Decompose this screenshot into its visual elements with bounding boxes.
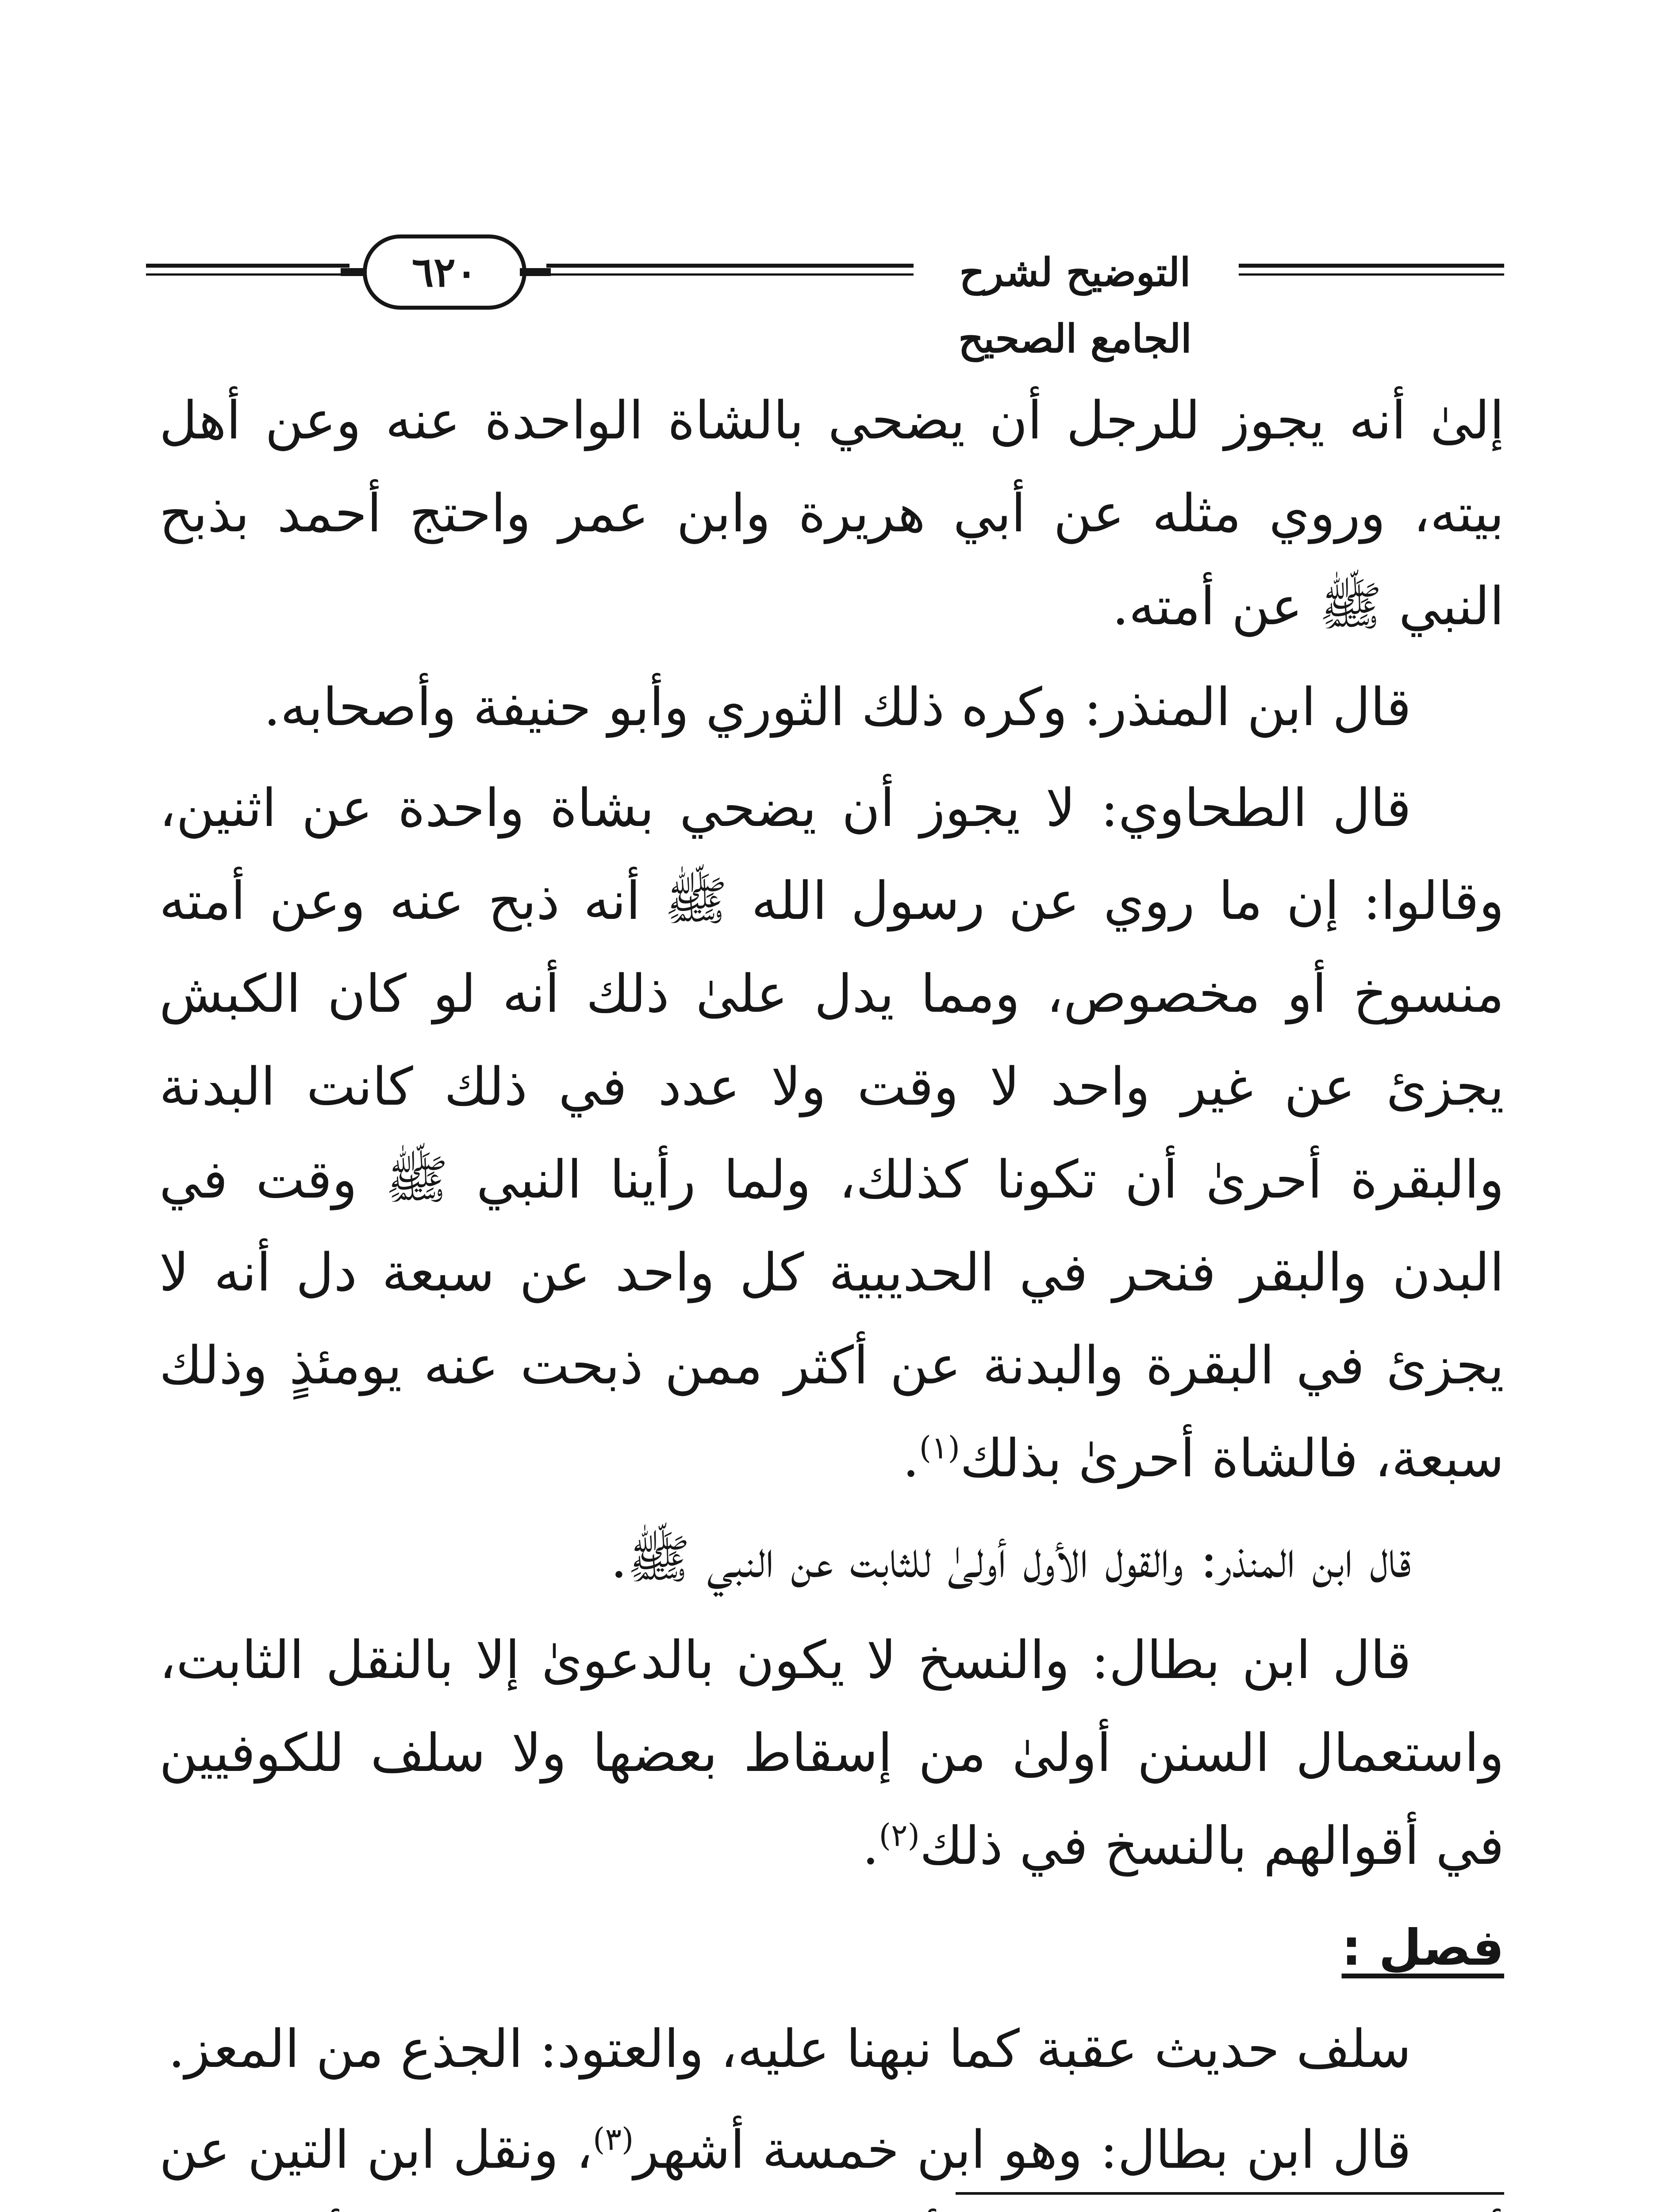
footnote-separator [956, 2192, 1504, 2195]
running-title: التوضيح لشرح الجامع الصحيح [920, 239, 1230, 305]
paragraph-2: قال ابن المنذر: وكره ذلك الثوري وأبو حنيفة وأصحابه. [264, 676, 1411, 737]
paragraph-5-text: قال ابن بطال: والنسخ لا يكون بالدعوىٰ إلا بالنقل الثابت، واستعمال السنن أولىٰ من إسقاط بعضها ولا سلف للكوفيين في أقوالهم بالنسخ في ذلك [159, 1629, 1504, 1876]
header-rule-right-thin [1239, 273, 1504, 276]
paragraph-3: قال الطحاوي: لا يجوز أن يضحي بشاة واحدة عن اثنين، وقالوا: إن ما روي عن رسول الله ﷺ أنه ذبح عنه وعن أمته منسوخ أو مخصوص، ومما يدل علىٰ ذلك أنه لو كان الكبش يجزئ عن غير واحد لا وقت ولا عدد في ذلك كانت البدنة والبقرة أحرىٰ أن تكونا كذلك، ولما رأينا النبي ﷺ وقت في البدن والبقر فنحر في الحديبية كل واحد عن سبعة دل أنه لا يجزئ في البقرة والبدنة عن أكثر ممن ذبحت عنه يومئذٍ وذلك سبعة، فالشاة أحرىٰ بذلك$^{(١)}$. [159, 777, 1504, 1489]
footnote-number [1452, 2210, 1504, 2212]
paragraph-7 [159, 2103, 1504, 2212]
paragraph-1: إلىٰ أنه يجوز للرجل أن يضحي بالشاة الواحدة عنه وعن أهل بيته، وروي مثله عن أبي هريرة وابن عمر واحتج أحمد بذبح النبي ﷺ عن أمته. [159, 390, 1504, 637]
header-rule-right [1239, 264, 1504, 268]
paragraph-7-continuation: ، ونقل ابن التين عن [159, 2119, 593, 2180]
header-rule-middle [546, 264, 914, 268]
footnote-1 [159, 2210, 1504, 2212]
page-number: ٦٢٠ [411, 248, 478, 296]
page-number-box [363, 234, 526, 310]
footnote-ref-1: (١) [919, 1429, 960, 1466]
footnote-ref-3: (٣) [593, 2121, 634, 2158]
body-text [159, 374, 1504, 2212]
footnote-ref-2: (٢) [879, 1817, 920, 1854]
paragraph-3-text: قال الطحاوي: لا يجوز أن يضحي بشاة واحدة عن اثنين، وقالوا: إن ما روي عن رسول الله ﷺ أنه ذبح عنه وعن أمته منسوخ أو مخصوص، ومما يدل علىٰ ذلك أنه لو كان الكبش يجزئ عن غير واحد لا وقت ولا عدد في ذلك كانت البدنة والبقرة أحرىٰ أن تكونا كذلك، ولما رأينا النبي ﷺ وقت في البدن والبقر فنحر في الحديبية كل واحد عن سبعة دل أنه لا يجزئ في البقرة والبدنة عن أكثر ممن ذبحت عنه يومئذٍ وذلك سبعة، فالشاة أحرىٰ بذلك [159, 777, 1504, 1489]
section-heading: فصل : [1341, 1919, 1504, 1977]
header-rule-middle-thin [546, 273, 914, 276]
header-rule-left [146, 264, 349, 268]
footnotes [159, 2210, 1504, 2212]
paragraph-4: قال ابن المنذر: والقول الأول أولىٰ للثابت عن النبي ﷺ. [611, 1528, 1411, 1590]
paragraph-6: سلف حديث عقبة كما نبهنا عليه، والعتود: الجذع من المعز. [168, 2018, 1411, 2079]
header-rule-left-thin [146, 273, 349, 276]
page-header [146, 221, 1504, 361]
section-heading-row [159, 1900, 1504, 1994]
paragraph-7-text: قال ابن بطال: وهو ابن خمسة أشهر [634, 2119, 1411, 2180]
footnote-text [956, 2210, 1421, 2212]
paragraph-5: قال ابن بطال: والنسخ لا يكون بالدعوىٰ إلا بالنقل الثابت، واستعمال السنن أولىٰ من إسقاط بعضها ولا سلف للكوفيين في أقوالهم بالنسخ في ذلك$^{(٢)}$. [159, 1629, 1504, 1876]
